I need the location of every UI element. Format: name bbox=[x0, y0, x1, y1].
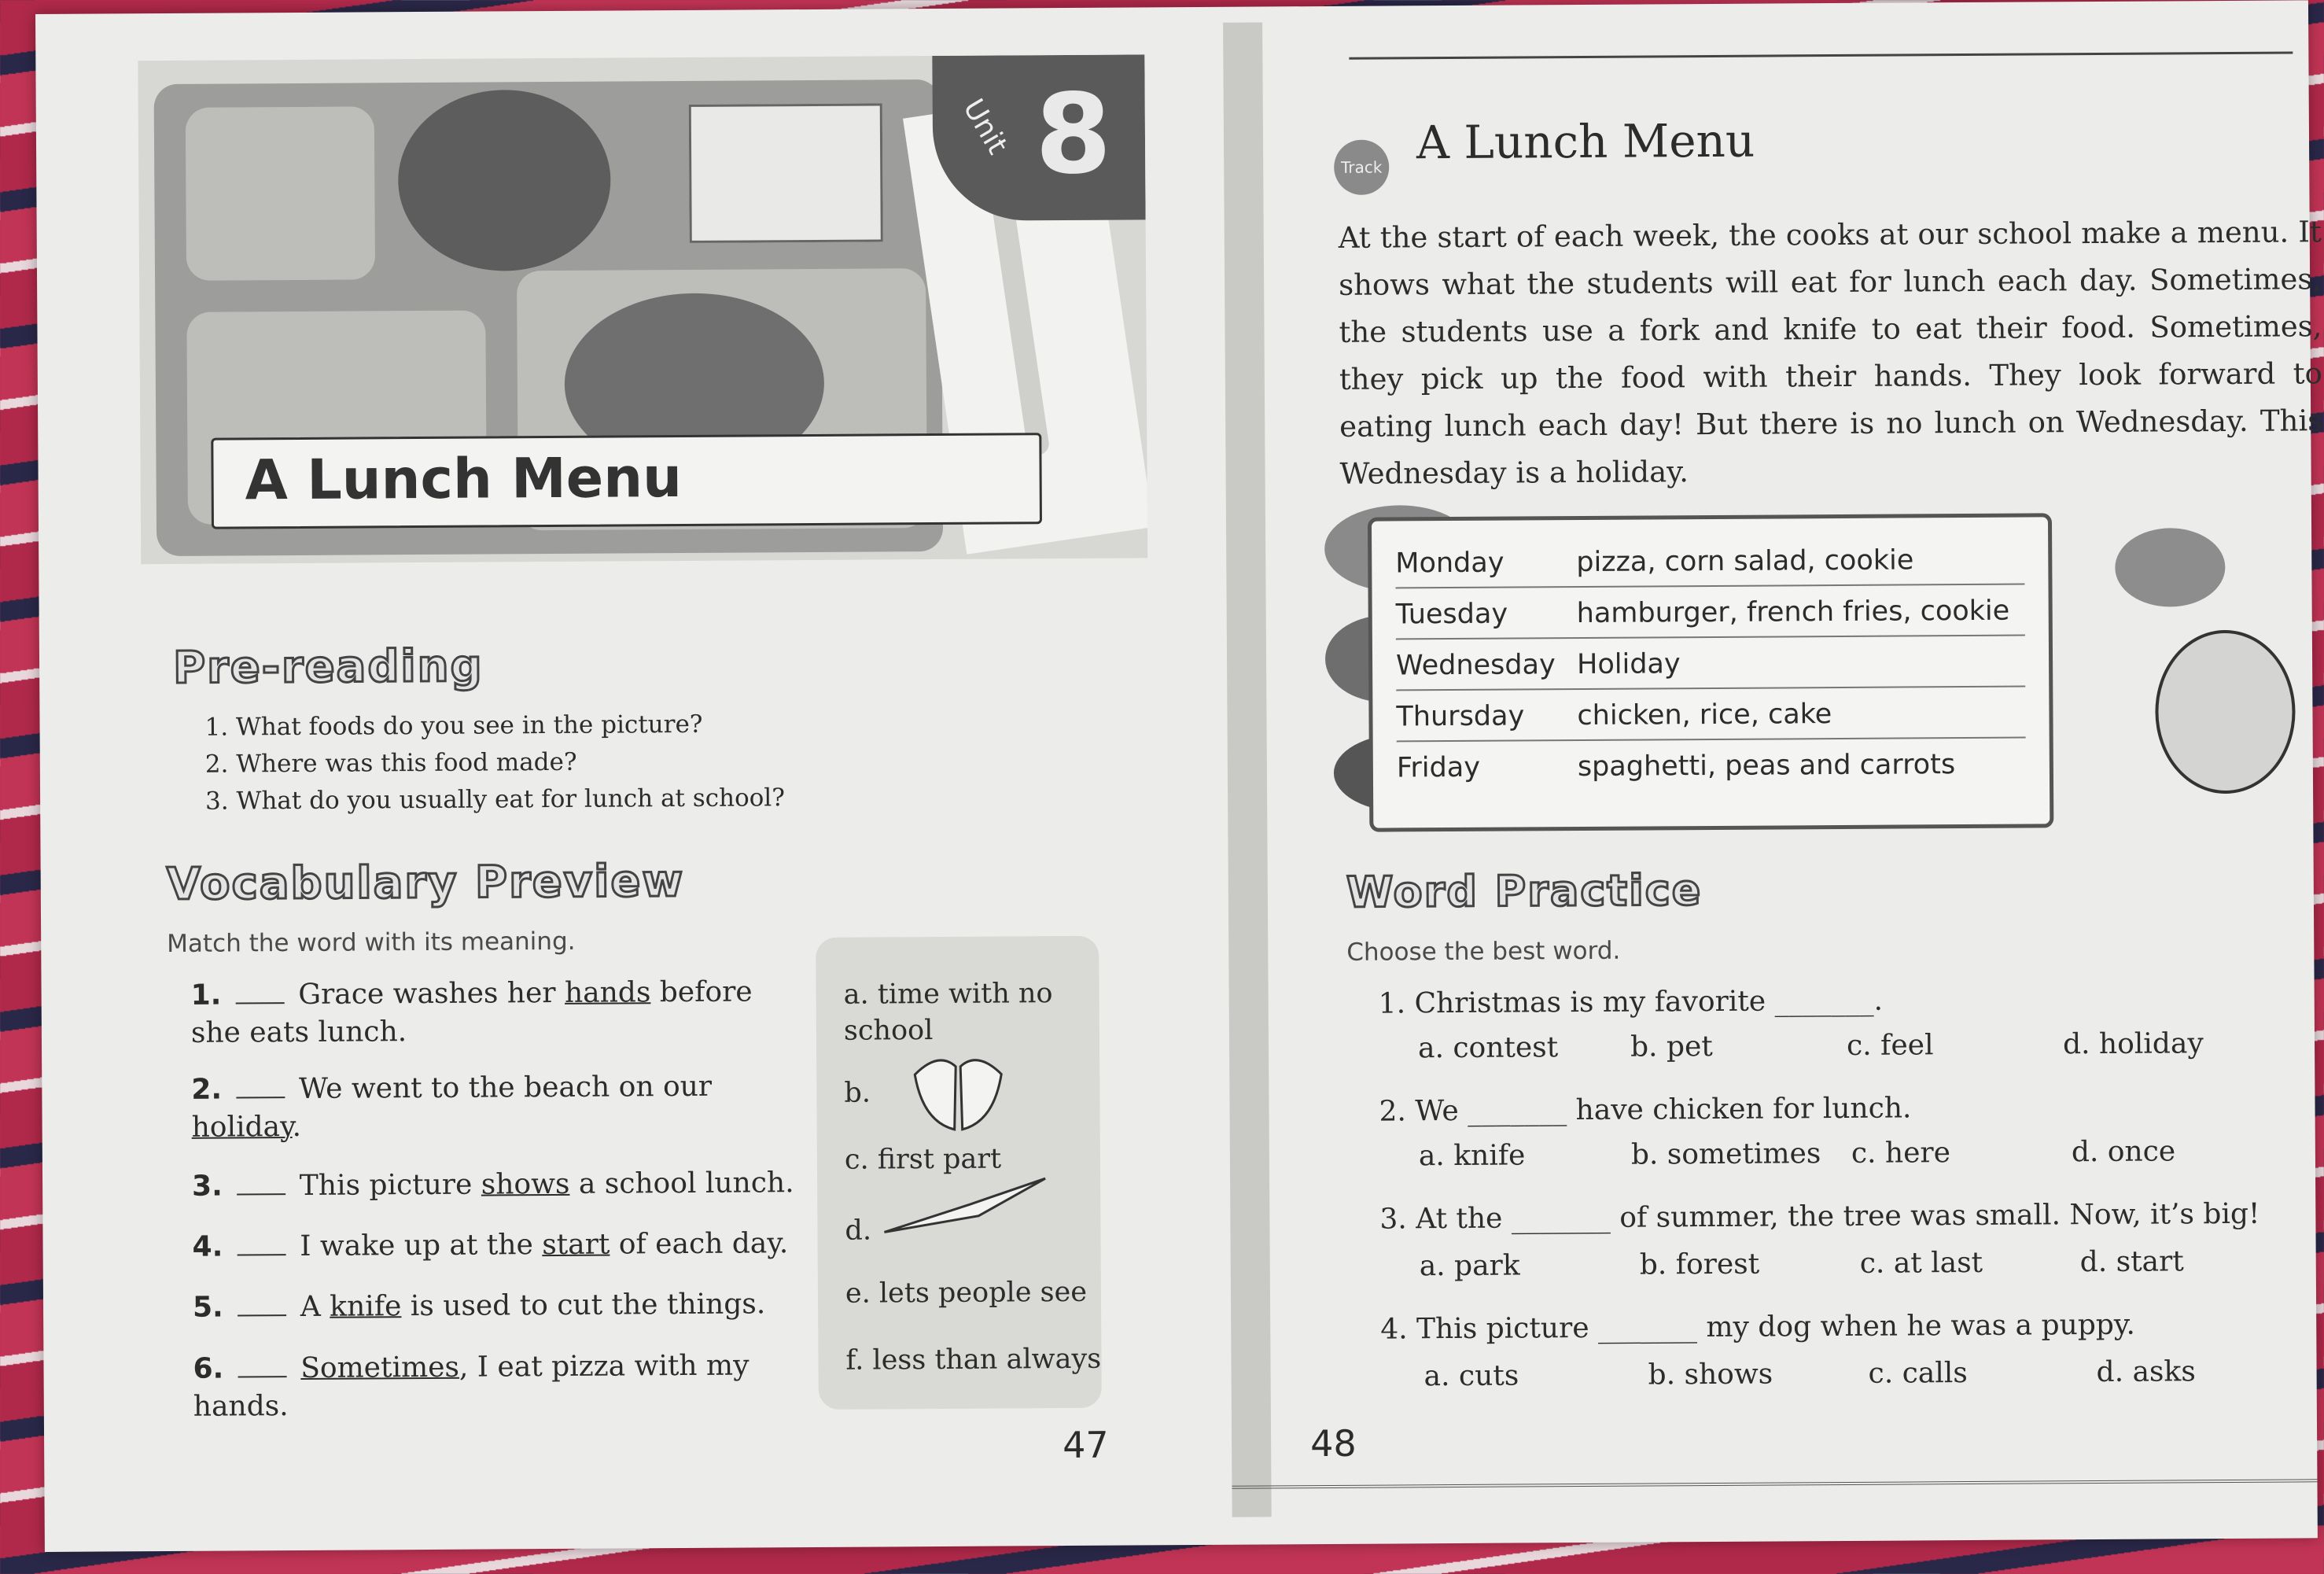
title-banner bbox=[211, 433, 1042, 529]
menu-row bbox=[1395, 541, 2024, 589]
vocab-item: 1. Grace washes her hands before she eats lunch. bbox=[190, 975, 753, 1049]
answer-blank[interactable] bbox=[238, 1292, 286, 1316]
lunch-menu-board bbox=[1368, 513, 2053, 831]
answer-option[interactable]: b. shows bbox=[1648, 1358, 1773, 1392]
menu-food: Holiday bbox=[1576, 648, 1681, 681]
left-page bbox=[35, 7, 1225, 1552]
menu-row bbox=[1396, 695, 2025, 743]
menu-food: pizza, corn salad, cookie bbox=[1576, 544, 1914, 579]
unit-number: 8 bbox=[1034, 70, 1112, 200]
top-rule bbox=[1349, 51, 2293, 59]
word-practice-heading: Word Practice bbox=[1346, 865, 1703, 917]
story-text: At the start of each week, the cooks at our school make a menu. It shows what the students will eat for lunch each day. Sometimes, the students use a fork and knife to eat their food. Sometimes, they pick up the food with their hands. They look forward to eating lunch each day! But there is no lunch on Wednesday. This Wednesday is a holiday. bbox=[1338, 215, 2323, 491]
answer-option[interactable]: a. park bbox=[1419, 1249, 1520, 1283]
practice-question: 1. Christmas is my favorite _______. bbox=[1378, 984, 1884, 1020]
kid-eating-icon bbox=[2155, 629, 2296, 794]
answer-option[interactable]: c. at last bbox=[1859, 1246, 1983, 1280]
meaning-choice: a. time with no school bbox=[843, 978, 1053, 1047]
story-title: A Lunch Menu bbox=[1416, 113, 1755, 170]
answer-option[interactable]: a. contest bbox=[1417, 1031, 1559, 1065]
pre-reading-heading: Pre-reading bbox=[172, 640, 484, 694]
hamburger-icon bbox=[2115, 528, 2226, 607]
workbook-spread bbox=[35, 0, 2323, 1552]
menu-food: chicken, rice, cake bbox=[1577, 699, 1832, 732]
vocab-item: 4. I wake up at the start of each day. bbox=[192, 1227, 789, 1263]
menu-day: Tuesday bbox=[1395, 598, 1508, 631]
menu-day: Monday bbox=[1395, 547, 1505, 580]
practice-question: 2. We _______ have chicken for lunch. bbox=[1379, 1092, 1912, 1128]
answer-option[interactable]: c. calls bbox=[1868, 1357, 1968, 1390]
answer-blank[interactable] bbox=[238, 1354, 286, 1377]
page-number: 48 bbox=[1309, 1421, 1357, 1465]
menu-day: Wednesday bbox=[1395, 649, 1556, 682]
menu-row bbox=[1397, 746, 2026, 792]
knife-picture bbox=[876, 1172, 1058, 1244]
answer-blank[interactable] bbox=[236, 1075, 285, 1098]
page-number: 47 bbox=[1062, 1423, 1109, 1467]
page-title: A Lunch Menu bbox=[245, 444, 683, 513]
meaning-choice: c. first part bbox=[844, 1143, 1002, 1176]
answer-option[interactable]: b. forest bbox=[1639, 1248, 1760, 1281]
milk-carton bbox=[689, 103, 883, 242]
answer-blank[interactable] bbox=[235, 980, 284, 1004]
answer-option[interactable]: d. start bbox=[2079, 1245, 2184, 1279]
word-practice-instruction: Choose the best word. bbox=[1346, 936, 1621, 967]
pre-reading-question: 1. What foods do you see in the picture? bbox=[204, 710, 703, 742]
meaning-choice: e. lets people see bbox=[845, 1276, 1088, 1310]
meaning-choice: f. less than always bbox=[845, 1343, 1102, 1377]
menu-food: spaghetti, peas and carrots bbox=[1577, 749, 1956, 783]
vocab-item: 5. A knife is used to cut the things. bbox=[192, 1288, 766, 1324]
unit-label: Unit bbox=[956, 94, 1014, 160]
practice-question: 3. At the _______ of summer, the tree was small. Now, it’s big! bbox=[1379, 1197, 2260, 1236]
salad-bowl bbox=[398, 90, 611, 272]
rice-well bbox=[186, 106, 375, 280]
page-binding bbox=[1223, 22, 1272, 1517]
audio-track-icon: Track bbox=[1334, 139, 1389, 194]
vocab-item: 2. We went to the beach on our holiday. bbox=[191, 1070, 713, 1144]
pre-reading-question: 2. Where was this food made? bbox=[204, 747, 577, 779]
answer-option[interactable]: b. pet bbox=[1630, 1030, 1713, 1063]
hands-picture bbox=[907, 1042, 1010, 1137]
answer-option[interactable]: a. cuts bbox=[1423, 1359, 1519, 1393]
vocab-item: 6. Sometimes, I eat pizza with my hands. bbox=[193, 1349, 749, 1423]
practice-question: 4. This picture _______ my dog when he was a puppy. bbox=[1380, 1308, 2135, 1346]
answer-option[interactable]: d. once bbox=[2071, 1135, 2176, 1169]
answer-option[interactable]: a. knife bbox=[1418, 1139, 1526, 1173]
menu-day: Friday bbox=[1396, 751, 1481, 784]
vocab-instruction: Match the word with its meaning. bbox=[167, 927, 576, 959]
answer-blank[interactable] bbox=[237, 1232, 285, 1255]
menu-row bbox=[1396, 592, 2025, 640]
vocabulary-preview-heading: Vocabulary Preview bbox=[166, 855, 685, 911]
menu-row bbox=[1396, 643, 2025, 691]
menu-food: hamburger, french fries, cookie bbox=[1576, 595, 2010, 630]
bottom-rule bbox=[1232, 1479, 2317, 1488]
meaning-choice: b. bbox=[844, 1077, 871, 1109]
answer-option[interactable]: d. asks bbox=[2096, 1355, 2196, 1389]
vocab-item: 3. This picture shows a school lunch. bbox=[191, 1167, 794, 1203]
answer-option[interactable]: c. here bbox=[1851, 1137, 1951, 1170]
answer-option[interactable]: c. feel bbox=[1846, 1029, 1934, 1062]
pre-reading-question: 3. What do you usually eat for lunch at school? bbox=[205, 783, 786, 816]
answer-blank[interactable] bbox=[237, 1171, 285, 1195]
answer-option[interactable]: b. sometimes bbox=[1630, 1137, 1821, 1171]
menu-day: Thursday bbox=[1396, 700, 1525, 733]
meaning-choice: d. bbox=[845, 1215, 872, 1247]
right-page bbox=[1223, 0, 2323, 1544]
answer-option[interactable]: d. holiday bbox=[2062, 1027, 2204, 1061]
